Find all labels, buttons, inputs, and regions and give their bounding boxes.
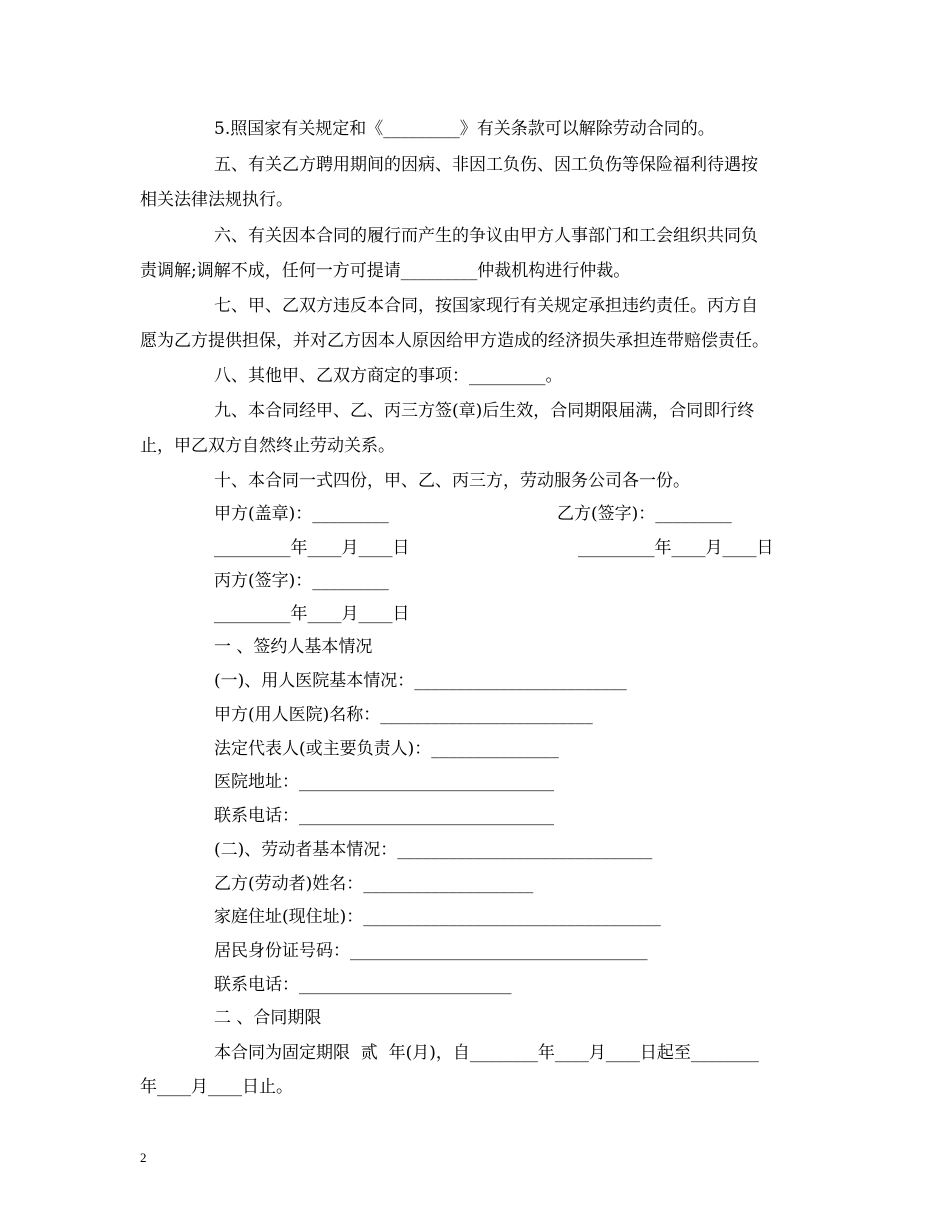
party-c-date-line: _________年____月____日 <box>214 604 410 624</box>
clause-five-line-2: 相关法律法规执行。 <box>140 190 293 210</box>
worker-info-line: (二)、劳动者基本情况：______________________________ <box>214 840 653 860</box>
clause-five-line-1: 五、有关乙方聘用期间的因病、非因工负伤、因工负伤等保险福利待遇按 <box>214 155 758 175</box>
home-address-line: 家庭住址(现住址)：___________________________________ <box>214 907 661 927</box>
worker-name-line: 乙方(劳动者)姓名：____________________ <box>214 874 534 894</box>
party-c-sign-line: 丙方(签字)：_________ <box>214 571 389 591</box>
party-a-seal-line: 甲方(盖章)：_________ <box>214 504 389 524</box>
page-number: 2 <box>140 1150 147 1165</box>
clause-six-line-2: 责调解;调解不成，任何一方可提请_________仲裁机构进行仲裁。 <box>140 261 631 281</box>
section-heading-term: 二 、合同期限 <box>214 1008 322 1028</box>
contract-term-line-2: 年____月____日止。 <box>140 1077 293 1097</box>
party-b-sign-line: 乙方(签字)：_________ <box>557 504 732 524</box>
hospital-address-line: 医院地址：______________________________ <box>214 772 554 792</box>
contract-term-line-1: 本合同为固定期限 贰 年(月)，自________年____月____日起至________ <box>214 1043 759 1063</box>
section-heading-signatories: 一 、签约人基本情况 <box>214 637 373 657</box>
party-a-date-line: _________年____月____日 <box>214 538 410 558</box>
clause-eight-line: 八、其他甲、乙双方商定的事项：_________。 <box>214 366 563 386</box>
clause-5-line: 5.照国家有关规定和《_________》有关条款可以解除劳动合同的。 <box>214 119 715 139</box>
clause-seven-line-1: 七、甲、乙双方违反本合同，按国家现行有关规定承担违约责任。丙方自 <box>214 296 758 316</box>
party-b-date-line: _________年____月____日 <box>578 538 774 558</box>
hospital-phone-line: 联系电话：______________________________ <box>214 806 554 826</box>
worker-phone-line: 联系电话：_________________________ <box>214 975 512 995</box>
clause-nine-line-1: 九、本合同经甲、乙、丙三方签(章)后生效，合同期限届满，合同即行终 <box>214 401 755 421</box>
clause-ten-line: 十、本合同一式四份，甲、乙、丙三方，劳动服务公司各一份。 <box>214 471 690 491</box>
clause-six-line-1: 六、有关因本合同的履行而产生的争议由甲方人事部门和工会组织共同负 <box>214 226 758 246</box>
hospital-info-line: (一)、用人医院基本情况：_________________________ <box>214 671 627 691</box>
hospital-name-line: 甲方(用人医院)名称：_________________________ <box>214 705 593 725</box>
id-number-line: 居民身份证号码：___________________________________ <box>214 941 648 961</box>
clause-nine-line-2: 止，甲乙双方自然终止劳动关系。 <box>140 436 395 456</box>
clause-seven-line-2: 愿为乙方提供担保，并对乙方因本人原因给甲方造成的经济损失承担连带赔偿责任。 <box>140 331 769 351</box>
legal-representative-line: 法定代表人(或主要负责人)：_______________ <box>214 739 559 759</box>
